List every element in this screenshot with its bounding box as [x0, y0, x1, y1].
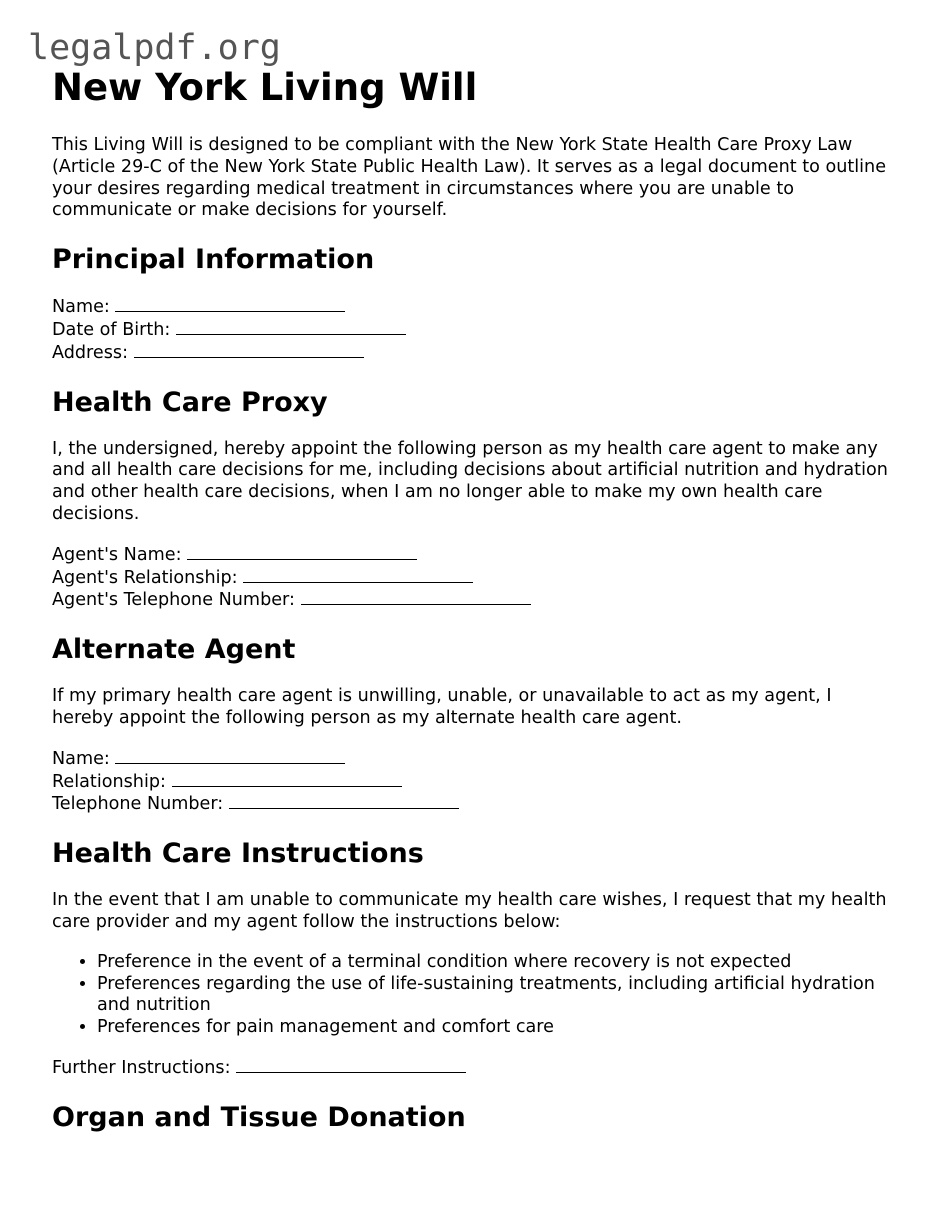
principal-dob-blank[interactable] — [176, 319, 406, 335]
alternate-relationship-blank[interactable] — [172, 771, 402, 787]
alternate-phone-blank[interactable] — [229, 793, 459, 809]
agent-fields — [52, 544, 892, 612]
instructions-list — [52, 952, 892, 1039]
principal-dob-field[interactable] — [52, 319, 892, 342]
principal-fields — [52, 296, 892, 364]
agent-phone-field[interactable] — [52, 589, 892, 612]
further-instructions-field[interactable] — [52, 1057, 892, 1080]
alternate-name-field[interactable] — [52, 748, 892, 771]
principal-name-blank[interactable] — [115, 296, 345, 312]
document-body — [52, 66, 892, 1134]
principal-name-label: Name: — [52, 297, 110, 318]
alternate-fields — [52, 748, 892, 816]
principal-heading: Principal Information — [52, 244, 375, 276]
agent-relationship-field[interactable] — [52, 567, 892, 590]
agent-phone-label: Agent's Telephone Number: — [52, 590, 295, 611]
further-instructions-blank[interactable] — [236, 1057, 466, 1073]
proxy-heading: Health Care Proxy — [52, 386, 328, 418]
list-item: • Preference in the event of a terminal condition where recovery is not expected — [97, 952, 892, 974]
alternate-name-label: Name: — [52, 748, 110, 769]
principal-address-label: Address: — [52, 342, 128, 363]
alternate-name-blank[interactable] — [115, 748, 345, 764]
agent-name-field[interactable] — [52, 544, 892, 567]
agent-phone-blank[interactable] — [301, 589, 531, 605]
further-instructions-label: Further Instructions: — [52, 1057, 231, 1078]
list-item: • Preferences regarding the use of life-sustaining treatments, including artificial hydration and nutrition — [97, 974, 892, 1018]
instructions-paragraph: In the event that I am unable to communicate my health care wishes, I request that my health care provider and my agent follow the instructions below: — [52, 890, 887, 932]
instructions-heading: Health Care Instructions — [52, 838, 424, 870]
list-item: • Preferences for pain management and comfort care — [97, 1017, 892, 1039]
agent-name-blank[interactable] — [187, 544, 417, 560]
intro-paragraph: This Living Will is designed to be compliant with the New York State Health Care Proxy Law (Article 29-C of the New York State Public Health Law). It serves as a legal document to outline your desires regarding medical treatment in circumstances where you are unable to communicate or make decisions for yourself. — [52, 135, 887, 221]
alternate-paragraph: If my primary health care agent is unwilling, unable, or unavailable to act as my agent, I hereby appoint the following person as my alternate health care agent. — [52, 686, 832, 728]
alternate-phone-field[interactable] — [52, 793, 892, 816]
alternate-relationship-field[interactable] — [52, 771, 892, 794]
donation-heading: Organ and Tissue Donation — [52, 1101, 466, 1133]
principal-name-field[interactable] — [52, 296, 892, 319]
proxy-paragraph: I, the undersigned, hereby appoint the following person as my health care agent to make any and all health care decisions for me, including decisions about artificial nutrition and hydration and other health care decisions, when I am no longer able to make my own health care decisions. — [52, 438, 888, 524]
agent-relationship-label: Agent's Relationship: — [52, 567, 238, 588]
watermark-logo: legalpdf.org — [28, 28, 281, 68]
agent-name-label: Agent's Name: — [52, 544, 182, 565]
page-title: New York Living Will — [52, 66, 478, 109]
alternate-heading: Alternate Agent — [52, 634, 296, 666]
principal-address-field[interactable] — [52, 342, 892, 365]
alternate-phone-label: Telephone Number: — [52, 794, 224, 815]
agent-relationship-blank[interactable] — [243, 567, 473, 583]
principal-dob-label: Date of Birth: — [52, 319, 171, 340]
principal-address-blank[interactable] — [134, 342, 364, 358]
alternate-relationship-label: Relationship: — [52, 771, 166, 792]
